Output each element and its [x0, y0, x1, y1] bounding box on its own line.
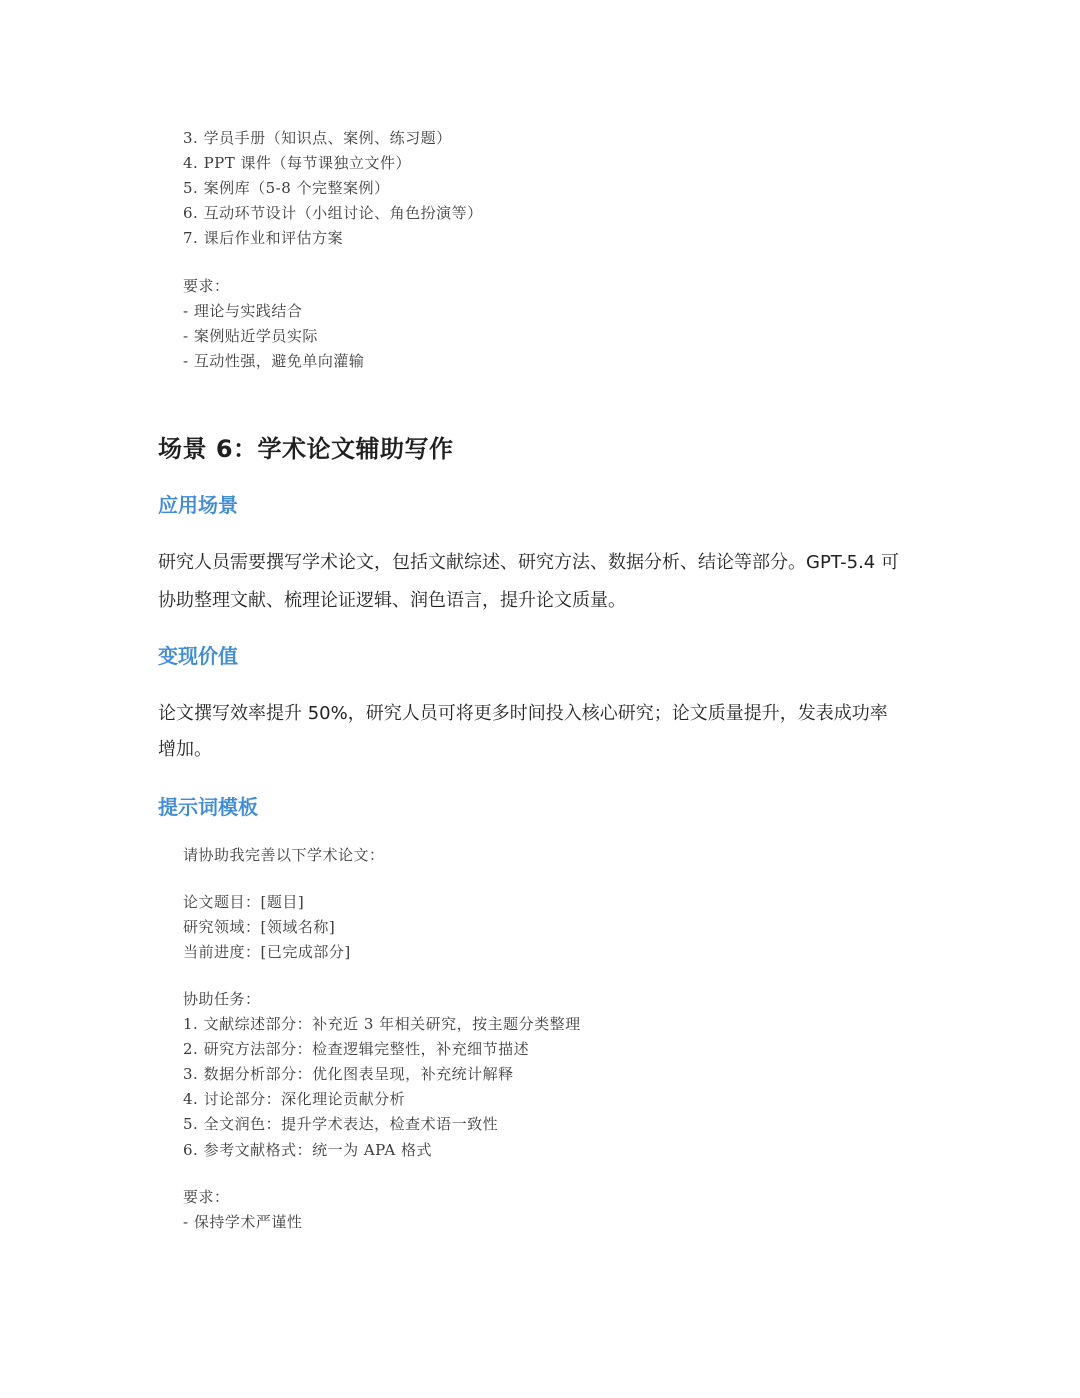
prompt-intro: 请协助我完善以下学术论文： [183, 846, 385, 864]
value-heading: 变现价值 [158, 644, 238, 668]
task-item: 2. 研究方法部分：检查逻辑完整性，补充细节描述 [183, 1040, 530, 1058]
requirements-label: 要求： [183, 277, 230, 295]
application-paragraph-line: 协助整理文献、梳理论证逻辑、润色语言，提升论文质量。 [158, 590, 626, 611]
prompt-field: 当前进度：[已完成部分] [183, 943, 351, 961]
requirement-item: - 保持学术严谨性 [183, 1213, 303, 1231]
list-item: 5. 案例库（5-8 个完整案例） [183, 179, 390, 197]
application-heading: 应用场景 [158, 493, 238, 517]
requirements-label: 要求： [183, 1188, 230, 1206]
task-item: 1. 文献综述部分：补充近 3 年相关研究，按主题分类整理 [183, 1015, 581, 1033]
task-item: 5. 全文润色：提升学术表达，检查术语一致性 [183, 1115, 499, 1133]
task-item: 6. 参考文献格式：统一为 APA 格式 [183, 1141, 432, 1159]
requirement-item: - 理论与实践结合 [183, 302, 303, 320]
list-item: 7. 课后作业和评估方案 [183, 229, 344, 247]
requirement-item: - 案例贴近学员实际 [183, 327, 318, 345]
task-label: 协助任务： [183, 990, 261, 1008]
value-paragraph-line: 论文撰写效率提升 50%，研究人员可将更多时间投入核心研究；论文质量提升，发表成功率 [158, 703, 888, 724]
task-item: 4. 讨论部分：深化理论贡献分析 [183, 1090, 406, 1108]
task-item: 3. 数据分析部分：优化图表呈现，补充统计解释 [183, 1065, 514, 1083]
list-item: 3. 学员手册（知识点、案例、练习题） [183, 129, 452, 147]
prompt-field: 研究领域：[领域名称] [183, 918, 336, 936]
application-paragraph-line: 研究人员需要撰写学术论文，包括文献综述、研究方法、数据分析、结论等部分。GPT-5.4 可 [158, 552, 899, 573]
section-title: 场景 6：学术论文辅助写作 [158, 435, 454, 463]
prompt-template-heading: 提示词模板 [158, 795, 258, 819]
prompt-field: 论文题目：[题目] [183, 893, 305, 911]
list-item: 6. 互动环节设计（小组讨论、角色扮演等） [183, 204, 483, 222]
requirement-item: - 互动性强，避免单向灌输 [183, 352, 365, 370]
value-paragraph-line: 增加。 [158, 739, 212, 760]
list-item: 4. PPT 课件（每节课独立文件） [183, 154, 412, 172]
